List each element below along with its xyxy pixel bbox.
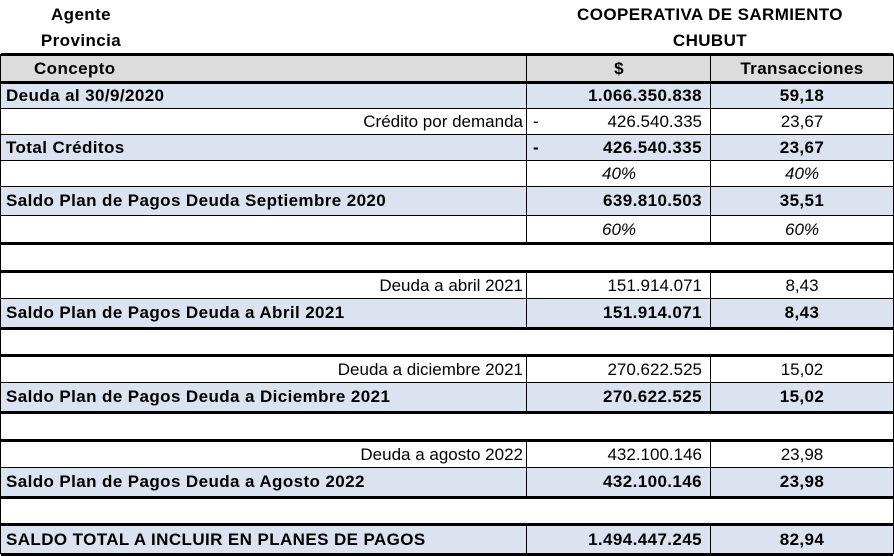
grid-line	[1, 215, 893, 216]
row-transactions: 23,98	[780, 444, 824, 464]
row-concept: Saldo Plan de Pagos Deuda a Agosto 2022	[6, 472, 365, 491]
row-transactions: 82,94	[779, 530, 825, 549]
grand-total-row	[1, 526, 893, 554]
grid-line	[526, 354, 527, 414]
column-concept: Concepto	[34, 58, 116, 78]
row-concept: Crédito por demanda	[363, 111, 523, 131]
row-transactions: 23,98	[779, 472, 825, 491]
row-amount: 270.622.525	[607, 359, 702, 379]
row-transactions: 59,18	[779, 85, 825, 105]
row-transactions: 8,43	[784, 303, 820, 322]
row-amount: 270.622.525	[603, 387, 702, 406]
grid-line	[710, 354, 711, 414]
row-transactions: 8,43	[785, 275, 819, 295]
grid-line	[526, 54, 527, 245]
table-row	[1, 299, 893, 327]
row-concept: Deuda a agosto 2022	[360, 444, 523, 464]
table-row	[1, 109, 893, 134]
row-amount-value: 426.540.335	[603, 137, 702, 157]
row-amount: 151.914.071	[607, 275, 702, 295]
grid-line	[1, 242, 893, 245]
row-transactions: 23,67	[779, 137, 825, 157]
table-row	[1, 383, 893, 411]
row-amount: 432.100.146	[603, 472, 702, 491]
grid-line	[1, 53, 893, 56]
row-amount: 60%	[601, 219, 637, 239]
row-amount: 432.100.146	[607, 444, 702, 464]
table-row	[1, 273, 893, 298]
row-transactions: 15,02	[780, 359, 824, 379]
row-transactions: 40%	[784, 163, 820, 183]
grid-line	[1, 298, 893, 299]
row-amount: 1.494.447.245	[588, 530, 702, 549]
grid-line	[1, 134, 893, 135]
grid-line	[710, 54, 711, 245]
column-transactions: Transacciones	[740, 58, 864, 78]
row-amount: 151.914.071	[603, 303, 702, 322]
row-concept: Saldo Plan de Pagos Deuda Septiembre 2020	[6, 191, 387, 210]
row-concept	[1, 217, 527, 242]
grid-line	[1, 327, 893, 330]
row-amount	[527, 109, 711, 134]
row-concept: Total Créditos	[6, 137, 125, 157]
grid-line	[710, 439, 711, 499]
row-transactions: 60%	[784, 219, 820, 239]
grid-line	[710, 270, 711, 330]
province-value: CHUBUT	[672, 30, 748, 50]
row-prefix: -	[533, 111, 539, 131]
grid-line	[1, 81, 893, 84]
table-row	[1, 217, 893, 242]
table-row	[1, 357, 893, 382]
grid-line	[710, 523, 711, 555]
header-province-row	[1, 28, 893, 53]
row-concept: Deuda al 30/9/2020	[6, 85, 165, 105]
table-row	[1, 135, 893, 160]
grid-line	[1, 523, 893, 526]
grid-line	[0, 54, 1, 554]
column-amount: $	[614, 58, 624, 78]
table-row	[1, 187, 893, 215]
grid-line	[1, 382, 893, 383]
table-row	[1, 161, 893, 186]
row-concept: Deuda a diciembre 2021	[337, 359, 523, 379]
header-agent-row	[1, 2, 893, 28]
table-row	[1, 83, 893, 108]
row-amount-value: 426.540.335	[607, 111, 702, 131]
row-concept: Deuda a abril 2021	[379, 275, 523, 295]
table-row	[1, 468, 893, 496]
table-row	[1, 442, 893, 467]
grid-line	[526, 270, 527, 330]
row-transactions: 23,67	[780, 111, 824, 131]
grid-line	[1, 411, 893, 414]
row-concept: Saldo Plan de Pagos Deuda a Abril 2021	[6, 303, 345, 322]
row-prefix: -	[533, 137, 540, 157]
row-amount: 1.066.350.838	[588, 85, 702, 105]
row-transactions: 35,51	[779, 191, 825, 210]
grid-line	[1, 496, 893, 499]
row-amount: 40%	[601, 163, 637, 183]
row-concept: Saldo Plan de Pagos Deuda a Diciembre 2021	[6, 387, 391, 406]
grid-line	[1, 270, 893, 273]
row-concept	[1, 161, 527, 186]
grid-line	[1, 439, 893, 442]
grid-line	[1, 467, 893, 468]
grid-line	[1, 160, 893, 161]
grid-line	[1, 108, 893, 109]
grid-line	[526, 439, 527, 499]
row-amount: 639.810.503	[603, 191, 702, 210]
agent-value: COOPERATIVA DE SARMIENTO	[577, 5, 843, 24]
row-transactions: 15,02	[779, 387, 825, 406]
column-header-row	[1, 56, 893, 81]
grid-line	[1, 354, 893, 357]
row-amount	[527, 135, 711, 160]
grid-line	[1, 186, 893, 187]
row-concept: SALDO TOTAL A INCLUIR EN PLANES DE PAGOS	[6, 530, 426, 549]
province-label: Provincia	[40, 30, 122, 50]
grid-line	[526, 523, 527, 555]
agent-label: Agente	[50, 5, 112, 24]
